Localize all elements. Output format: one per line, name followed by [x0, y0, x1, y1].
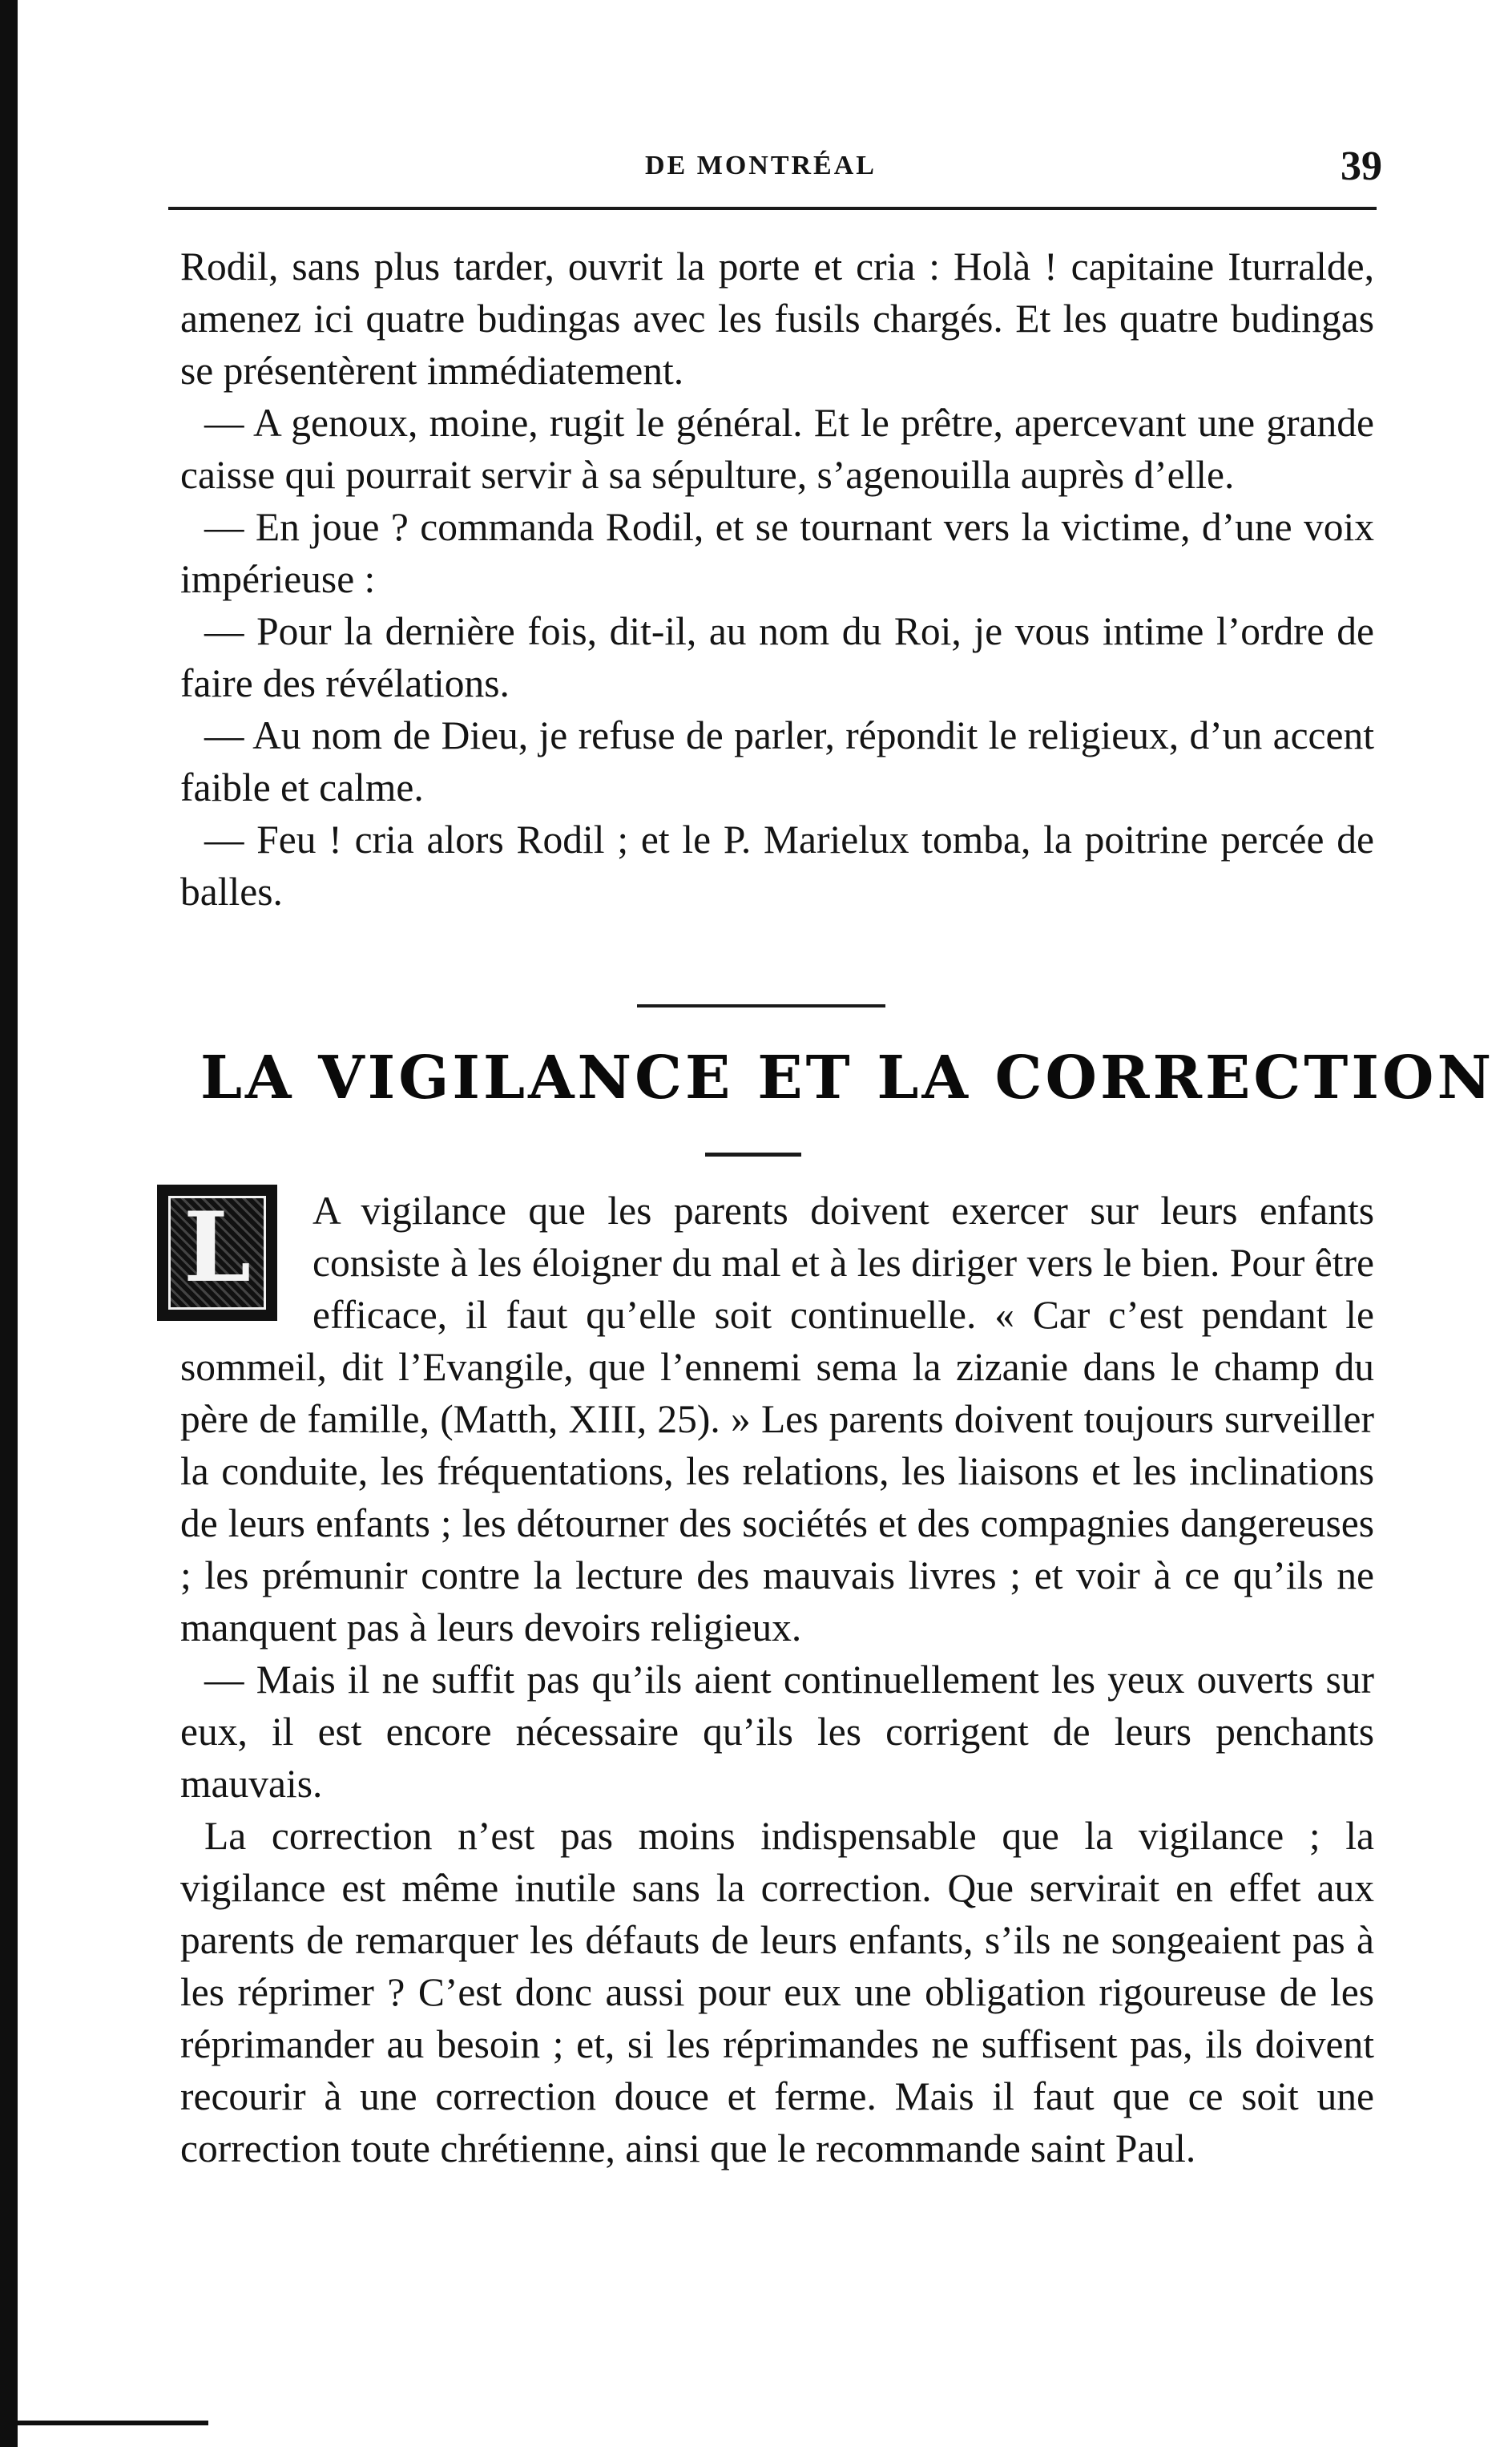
scan-left-border	[0, 0, 18, 2447]
scan-bottom-mark	[0, 2421, 208, 2425]
paragraph: — Feu ! cria alors Rodil ; et le P. Marielux tomba, la poitrine percée de balles.	[180, 818, 1374, 914]
title-underline	[705, 1153, 801, 1157]
initial-letter: L	[183, 1191, 252, 1304]
continued-text	[180, 240, 1374, 918]
paragraph: — Au nom de Dieu, je refuse de parler, répondit le religieux, d’un accent faible et calme.	[180, 713, 1374, 810]
paragraph: — Pour la dernière fois, dit-il, au nom du Roi, je vous intime l’ordre de faire des révélations.	[180, 609, 1374, 705]
running-title: DE MONTRÉAL	[645, 151, 877, 180]
section-text	[180, 1185, 1374, 2174]
paragraph: — Mais il ne suffit pas qu’ils aient continuellement les yeux ouverts sur eux, il est encore nécessaire qu’ils les corrigent de leurs penchants mauvais.	[180, 1658, 1374, 1806]
paragraph: La correction n’est pas moins indispensable que la vigilance ; la vigilance est même inutile sans la correction. Que servirait en effet aux parents de remarquer les défauts de leurs enfants, s’ils ne songeaient pas à les réprimer ? C’est donc aussi pour eux une obligation rigoureuse de les réprimander au besoin ; et, si les réprimandes ne suffisent pas, ils doivent recourir à une correction douce et ferme. Mais il faut que ce soit une correction toute chrétienne, ainsi que le recommande saint Paul.	[180, 1814, 1374, 2170]
paragraph: — A genoux, moine, rugit le général. Et le prêtre, apercevant une grande caisse qui pourrait servir à sa sépulture, s’agenouilla auprès d’elle.	[180, 401, 1374, 497]
header-rule	[168, 207, 1377, 210]
paragraph: A vigilance que les parents doivent exercer sur leurs enfants consiste à les éloigner du mal et à les diriger vers le bien. Pour être efficace, il faut qu’elle soit continuelle. « Car c’est pendant le sommeil, dit l’Evangile, que l’ennemi sema la zizanie dans le champ du père de famille, (Matth, XIII, 25). » Les parents doivent toujours surveiller la conduite, les fréquentations, les relations, les liaisons et les inclinations de leurs enfants ; les détourner des sociétés et des compagnies dangereuses ; les prémunir contre la lecture des mauvais livres ; et voir à ce qu’ils ne manquent pas à leurs devoirs religieux.	[180, 1189, 1374, 1650]
running-head	[148, 143, 1382, 199]
section-separator	[637, 1004, 885, 1007]
page-number: 39	[1341, 143, 1382, 189]
paragraph: — En joue ? commanda Rodil, et se tournant vers la victime, d’une voix impérieuse :	[180, 505, 1374, 601]
section-title: LA VIGILANCE ET LA CORRECTION	[200, 1044, 1495, 1112]
ornamental-initial	[157, 1185, 277, 1321]
paragraph: Rodil, sans plus tarder, ouvrit la porte et cria : Holà ! capitaine Iturralde, amenez ici quatre budingas avec les fusils chargés. Et les quatre budingas se présentèrent immédiatement.	[180, 244, 1374, 393]
